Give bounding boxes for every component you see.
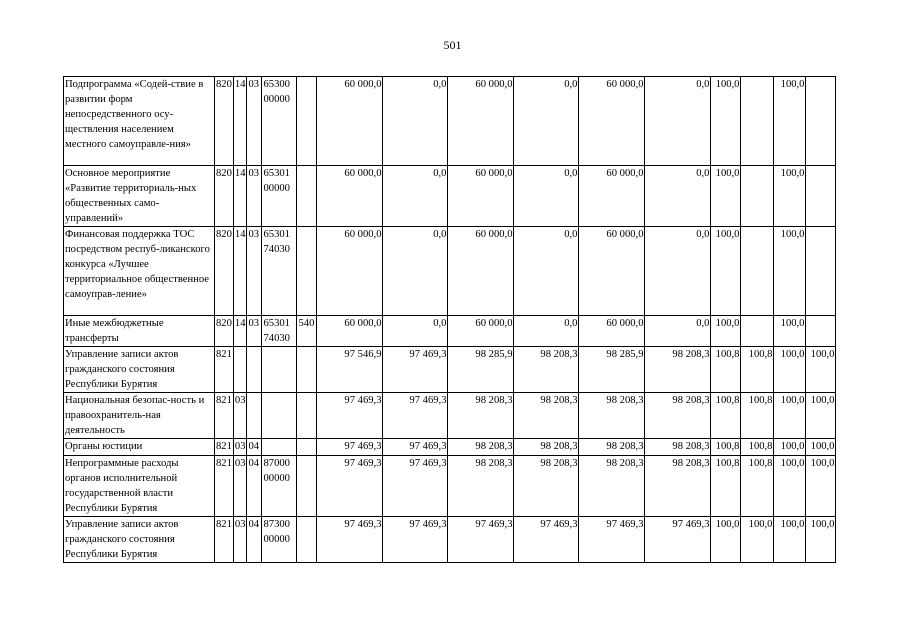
amount-5: 97 469,3 bbox=[579, 517, 645, 563]
expense-type-code bbox=[297, 456, 317, 517]
amount-4: 0,0 bbox=[514, 227, 579, 316]
target-article-code-part2: 74030 bbox=[263, 333, 290, 344]
percent-3: 100,0 bbox=[774, 77, 806, 166]
subsection-code: 03 bbox=[247, 166, 262, 227]
target-article-code bbox=[262, 393, 297, 439]
row-name: Органы юстиции bbox=[64, 439, 215, 456]
target-article-code-part2: 00000 bbox=[263, 534, 290, 545]
amount-1: 60 000,0 bbox=[317, 316, 383, 347]
row-name: Основное мероприятие «Развитие территориаль-ных общественных само-управлений» bbox=[64, 166, 215, 227]
target-article-code-part2: 00000 bbox=[263, 183, 290, 194]
row-name: Подпрограмма «Содей-ствие в развитии форм непосредственного осу-ществления населением местного самоуправле-ния» bbox=[64, 77, 215, 166]
ved-code: 820 bbox=[215, 166, 234, 227]
percent-4 bbox=[806, 77, 836, 166]
amount-2: 97 469,3 bbox=[383, 439, 448, 456]
percent-2 bbox=[741, 77, 774, 166]
amount-1: 97 469,3 bbox=[317, 439, 383, 456]
table-row bbox=[64, 316, 836, 347]
percent-2 bbox=[741, 316, 774, 347]
amount-5: 60 000,0 bbox=[579, 227, 645, 316]
percent-1: 100,0 bbox=[711, 316, 741, 347]
percent-1: 100,0 bbox=[711, 517, 741, 563]
table-row bbox=[64, 77, 836, 166]
amount-6: 0,0 bbox=[645, 77, 711, 166]
table-row bbox=[64, 347, 836, 393]
percent-3: 100,0 bbox=[774, 517, 806, 563]
amount-1: 97 546,9 bbox=[317, 347, 383, 393]
target-article-code bbox=[262, 227, 297, 316]
section-code: 14 bbox=[233, 77, 247, 166]
ved-code: 821 bbox=[215, 439, 234, 456]
subsection-code: 04 bbox=[247, 517, 262, 563]
row-name: Непрограммные расходы органов исполнительной государственной власти Республики Бурятия bbox=[64, 456, 215, 517]
target-article-code-part1: 65300 bbox=[263, 79, 290, 90]
amount-3: 60 000,0 bbox=[448, 316, 514, 347]
amount-6: 98 208,3 bbox=[645, 393, 711, 439]
amount-2: 97 469,3 bbox=[383, 393, 448, 439]
section-code: 03 bbox=[233, 517, 247, 563]
target-article-code bbox=[262, 166, 297, 227]
target-article-code bbox=[262, 456, 297, 517]
amount-2: 0,0 bbox=[383, 316, 448, 347]
amount-5: 98 285,9 bbox=[579, 347, 645, 393]
row-name: Управление записи актов гражданского состояния Республики Бурятия bbox=[64, 517, 215, 563]
percent-1: 100,8 bbox=[711, 456, 741, 517]
amount-2: 97 469,3 bbox=[383, 456, 448, 517]
percent-3: 100,0 bbox=[774, 166, 806, 227]
percent-2: 100,0 bbox=[741, 517, 774, 563]
subsection-code bbox=[247, 347, 262, 393]
table-row bbox=[64, 456, 836, 517]
amount-6: 97 469,3 bbox=[645, 517, 711, 563]
target-article-code-part1: 87300 bbox=[263, 519, 290, 530]
target-article-code-part2: 00000 bbox=[263, 473, 290, 484]
page-number: 501 bbox=[443, 38, 462, 52]
target-article-code-part1: 87000 bbox=[263, 458, 290, 469]
percent-1: 100,8 bbox=[711, 393, 741, 439]
subsection-code: 04 bbox=[247, 456, 262, 517]
row-name: Иные межбюджетные трансферты bbox=[64, 316, 215, 347]
ved-code: 820 bbox=[215, 77, 234, 166]
target-article-code bbox=[262, 77, 297, 166]
amount-5: 98 208,3 bbox=[579, 393, 645, 439]
percent-4: 100,0 bbox=[806, 456, 836, 517]
amount-4: 98 208,3 bbox=[514, 456, 579, 517]
percent-1: 100,0 bbox=[711, 166, 741, 227]
percent-3: 100,0 bbox=[774, 347, 806, 393]
expense-type-code bbox=[297, 227, 317, 316]
amount-3: 98 208,3 bbox=[448, 456, 514, 517]
percent-4: 100,0 bbox=[806, 439, 836, 456]
table-row bbox=[64, 166, 836, 227]
percent-1: 100,8 bbox=[711, 347, 741, 393]
target-article-code-part2: 74030 bbox=[263, 244, 290, 255]
section-code bbox=[233, 347, 247, 393]
budget-table bbox=[63, 76, 836, 563]
percent-4: 100,0 bbox=[806, 347, 836, 393]
subsection-code bbox=[247, 393, 262, 439]
amount-6: 0,0 bbox=[645, 227, 711, 316]
amount-1: 97 469,3 bbox=[317, 393, 383, 439]
amount-3: 60 000,0 bbox=[448, 166, 514, 227]
table-row bbox=[64, 227, 836, 316]
amount-3: 98 208,3 bbox=[448, 439, 514, 456]
percent-2 bbox=[741, 166, 774, 227]
amount-1: 60 000,0 bbox=[317, 166, 383, 227]
amount-2: 97 469,3 bbox=[383, 347, 448, 393]
row-name: Управление записи актов гражданского состояния Республики Бурятия bbox=[64, 347, 215, 393]
target-article-code-part1: 65301 bbox=[263, 168, 290, 179]
target-article-code-part2: 00000 bbox=[263, 94, 290, 105]
row-name: Национальная безопас-ность и правоохранитель-ная деятельность bbox=[64, 393, 215, 439]
section-code: 14 bbox=[233, 227, 247, 316]
target-article-code bbox=[262, 316, 297, 347]
expense-type-code bbox=[297, 439, 317, 456]
section-code: 03 bbox=[233, 456, 247, 517]
amount-3: 97 469,3 bbox=[448, 517, 514, 563]
amount-2: 0,0 bbox=[383, 166, 448, 227]
target-article-code bbox=[262, 439, 297, 456]
percent-2: 100,8 bbox=[741, 347, 774, 393]
section-code: 03 bbox=[233, 439, 247, 456]
amount-4: 0,0 bbox=[514, 166, 579, 227]
percent-4 bbox=[806, 166, 836, 227]
amount-2: 0,0 bbox=[383, 227, 448, 316]
expense-type-code bbox=[297, 166, 317, 227]
amount-5: 60 000,0 bbox=[579, 166, 645, 227]
amount-4: 97 469,3 bbox=[514, 517, 579, 563]
section-code: 14 bbox=[233, 316, 247, 347]
table-row bbox=[64, 439, 836, 456]
expense-type-code bbox=[297, 77, 317, 166]
percent-3: 100,0 bbox=[774, 316, 806, 347]
table-row bbox=[64, 517, 836, 563]
table-row bbox=[64, 393, 836, 439]
target-article-code bbox=[262, 347, 297, 393]
amount-6: 0,0 bbox=[645, 166, 711, 227]
percent-1: 100,0 bbox=[711, 227, 741, 316]
amount-3: 60 000,0 bbox=[448, 77, 514, 166]
amount-2: 97 469,3 bbox=[383, 517, 448, 563]
amount-1: 97 469,3 bbox=[317, 456, 383, 517]
amount-5: 60 000,0 bbox=[579, 316, 645, 347]
ved-code: 821 bbox=[215, 347, 234, 393]
target-article-code-part1: 65301 bbox=[263, 229, 290, 240]
amount-3: 60 000,0 bbox=[448, 227, 514, 316]
subsection-code: 04 bbox=[247, 439, 262, 456]
subsection-code: 03 bbox=[247, 77, 262, 166]
amount-5: 60 000,0 bbox=[579, 77, 645, 166]
amount-3: 98 208,3 bbox=[448, 393, 514, 439]
percent-4: 100,0 bbox=[806, 517, 836, 563]
ved-code: 821 bbox=[215, 456, 234, 517]
target-article-code bbox=[262, 517, 297, 563]
amount-4: 0,0 bbox=[514, 316, 579, 347]
ved-code: 820 bbox=[215, 316, 234, 347]
percent-4: 100,0 bbox=[806, 393, 836, 439]
percent-3: 100,0 bbox=[774, 227, 806, 316]
expense-type-code: 540 bbox=[297, 316, 317, 347]
ved-code: 821 bbox=[215, 393, 234, 439]
amount-6: 98 208,3 bbox=[645, 347, 711, 393]
row-name: Финансовая поддержка ТОС посредством респуб-ликанского конкурса «Лучшее территориальное общественное самоуправ-ление» bbox=[64, 227, 215, 316]
amount-5: 98 208,3 bbox=[579, 439, 645, 456]
subsection-code: 03 bbox=[247, 227, 262, 316]
amount-4: 98 208,3 bbox=[514, 393, 579, 439]
percent-3: 100,0 bbox=[774, 456, 806, 517]
percent-1: 100,8 bbox=[711, 439, 741, 456]
expense-type-code bbox=[297, 517, 317, 563]
expense-type-code bbox=[297, 393, 317, 439]
amount-1: 60 000,0 bbox=[317, 227, 383, 316]
ved-code: 820 bbox=[215, 227, 234, 316]
percent-2: 100,8 bbox=[741, 393, 774, 439]
amount-4: 0,0 bbox=[514, 77, 579, 166]
percent-4 bbox=[806, 316, 836, 347]
expense-type-code bbox=[297, 347, 317, 393]
amount-3: 98 285,9 bbox=[448, 347, 514, 393]
amount-4: 98 208,3 bbox=[514, 347, 579, 393]
amount-6: 0,0 bbox=[645, 316, 711, 347]
amount-5: 98 208,3 bbox=[579, 456, 645, 517]
percent-4 bbox=[806, 227, 836, 316]
percent-1: 100,0 bbox=[711, 77, 741, 166]
section-code: 03 bbox=[233, 393, 247, 439]
percent-3: 100,0 bbox=[774, 393, 806, 439]
percent-2: 100,8 bbox=[741, 456, 774, 517]
target-article-code-part1: 65301 bbox=[263, 318, 290, 329]
amount-4: 98 208,3 bbox=[514, 439, 579, 456]
amount-1: 97 469,3 bbox=[317, 517, 383, 563]
ved-code: 821 bbox=[215, 517, 234, 563]
amount-6: 98 208,3 bbox=[645, 439, 711, 456]
subsection-code: 03 bbox=[247, 316, 262, 347]
section-code: 14 bbox=[233, 166, 247, 227]
percent-3: 100,0 bbox=[774, 439, 806, 456]
amount-2: 0,0 bbox=[383, 77, 448, 166]
percent-2 bbox=[741, 227, 774, 316]
amount-6: 98 208,3 bbox=[645, 456, 711, 517]
amount-1: 60 000,0 bbox=[317, 77, 383, 166]
percent-2: 100,8 bbox=[741, 439, 774, 456]
